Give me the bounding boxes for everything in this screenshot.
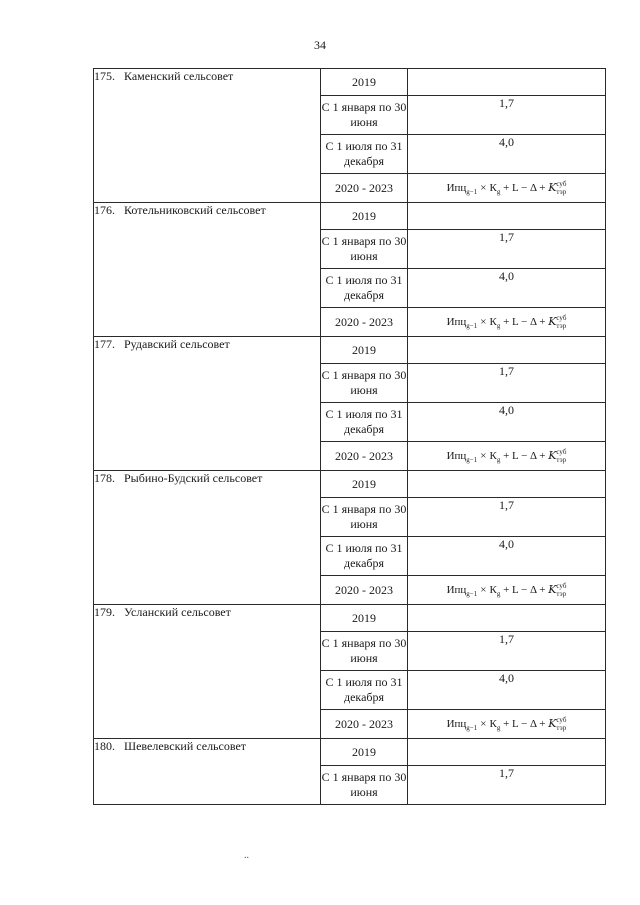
table-row <box>94 739 606 766</box>
tariff-table <box>93 68 606 805</box>
table-row <box>94 69 606 96</box>
row-number: 178. <box>94 471 115 485</box>
row-number: 180. <box>94 739 115 753</box>
formula-times: × <box>480 449 487 462</box>
formula-tail: + L − Δ + <box>500 583 549 596</box>
value-first-half: 1,7 <box>408 96 606 135</box>
formula-kt-subscript: тэр <box>556 724 567 733</box>
municipality-name: Рыбино-Будский сельсовет <box>124 471 263 485</box>
row-number: 177. <box>94 337 115 351</box>
table-row <box>94 337 606 364</box>
page-number: 34 <box>314 38 326 52</box>
period-first-half: С 1 января по 30 июня <box>321 96 408 135</box>
municipality-name: Котельниковский сельсовет <box>124 203 266 217</box>
period-range-cell: 2020 - 2023 <box>321 308 408 337</box>
formula-cell <box>408 174 606 203</box>
value-second-half: 4,0 <box>408 537 606 576</box>
formula-kt-superscript: суб <box>556 716 567 725</box>
tariff-formula <box>446 314 567 331</box>
municipality-cell <box>94 739 321 805</box>
table-row <box>94 203 606 230</box>
tariff-formula <box>446 448 567 465</box>
formula-k: К <box>489 315 497 328</box>
year-cell: 2019 <box>321 203 408 230</box>
formula-kt: K <box>548 180 557 194</box>
value-second-half: 4,0 <box>408 135 606 174</box>
value-first-half: 1,7 <box>408 632 606 671</box>
formula-kt-subscript: тэр <box>556 456 567 465</box>
formula-times: × <box>480 181 487 194</box>
municipality-cell <box>94 337 321 471</box>
period-first-half: С 1 января по 30 июня <box>321 364 408 403</box>
period-second-half: С 1 июля по 31 декабря <box>321 537 408 576</box>
formula-kt-indices <box>556 582 566 598</box>
formula-kt-indices <box>556 180 566 196</box>
formula-k: К <box>489 449 497 462</box>
formula-kt-superscript: суб <box>556 314 567 323</box>
formula-k: К <box>489 717 497 730</box>
formula-tail: + L − Δ + <box>500 449 549 462</box>
formula-cell <box>408 710 606 739</box>
formula-kt: K <box>548 448 557 462</box>
formula-kt-superscript: суб <box>556 582 567 591</box>
year-cell: 2019 <box>321 739 408 766</box>
tariff-formula <box>446 582 567 599</box>
formula-times: × <box>480 717 487 730</box>
formula-prefix-subscript: g−1 <box>466 187 478 196</box>
year-cell: 2019 <box>321 337 408 364</box>
period-range-cell: 2020 - 2023 <box>321 576 408 605</box>
empty-value-cell <box>408 69 606 96</box>
formula-prefix-subscript: g−1 <box>466 321 478 330</box>
tariff-formula <box>446 180 567 197</box>
municipality-cell <box>94 69 321 203</box>
formula-prefix-subscript: g−1 <box>466 455 478 464</box>
value-second-half: 4,0 <box>408 671 606 710</box>
formula-prefix: Ипц <box>446 583 467 596</box>
row-number: 179. <box>94 605 115 619</box>
empty-value-cell <box>408 337 606 364</box>
municipality-name: Шевелевский сельсовет <box>124 739 247 753</box>
period-second-half: С 1 июля по 31 декабря <box>321 135 408 174</box>
formula-kt-indices <box>556 314 566 330</box>
formula-k-subscript: g <box>496 321 501 330</box>
tariff-table-body <box>94 69 606 805</box>
formula-kt: K <box>548 582 557 596</box>
value-first-half: 1,7 <box>408 230 606 269</box>
value-second-half: 4,0 <box>408 403 606 442</box>
period-second-half: С 1 июля по 31 декабря <box>321 671 408 710</box>
empty-value-cell <box>408 471 606 498</box>
formula-k: К <box>489 583 497 596</box>
municipality-name: Каменский сельсовет <box>124 69 234 83</box>
formula-kt: K <box>548 314 557 328</box>
formula-cell <box>408 308 606 337</box>
value-first-half: 1,7 <box>408 498 606 537</box>
period-range-cell: 2020 - 2023 <box>321 174 408 203</box>
municipality-name: Рудавский сельсовет <box>124 337 230 351</box>
formula-kt-superscript: суб <box>556 448 567 457</box>
formula-k-subscript: g <box>496 723 501 732</box>
formula-tail: + L − Δ + <box>500 315 549 328</box>
formula-times: × <box>480 583 487 596</box>
period-second-half: С 1 июля по 31 декабря <box>321 269 408 308</box>
period-first-half: С 1 января по 30 июня <box>321 230 408 269</box>
empty-value-cell <box>408 203 606 230</box>
row-number: 175. <box>94 69 115 83</box>
period-range-cell: 2020 - 2023 <box>321 710 408 739</box>
municipality-name: Усланский сельсовет <box>124 605 231 619</box>
formula-prefix: Ипц <box>446 449 467 462</box>
formula-kt-indices <box>556 716 566 732</box>
year-cell: 2019 <box>321 69 408 96</box>
formula-cell <box>408 576 606 605</box>
formula-kt-subscript: тэр <box>556 188 567 197</box>
formula-kt-subscript: тэр <box>556 590 567 599</box>
formula-k-subscript: g <box>496 455 501 464</box>
table-row <box>94 471 606 498</box>
value-second-half: 4,0 <box>408 269 606 308</box>
formula-k-subscript: g <box>496 589 501 598</box>
formula-cell <box>408 442 606 471</box>
formula-prefix: Ипц <box>446 315 467 328</box>
empty-value-cell <box>408 605 606 632</box>
period-range-cell: 2020 - 2023 <box>321 442 408 471</box>
formula-tail: + L − Δ + <box>500 181 549 194</box>
year-cell: 2019 <box>321 605 408 632</box>
formula-kt: K <box>548 716 557 730</box>
formula-k-subscript: g <box>496 187 501 196</box>
formula-prefix: Ипц <box>446 717 467 730</box>
municipality-cell <box>94 471 321 605</box>
value-first-half: 1,7 <box>408 364 606 403</box>
empty-value-cell <box>408 739 606 766</box>
formula-tail: + L − Δ + <box>500 717 549 730</box>
municipality-cell <box>94 203 321 337</box>
formula-kt-indices <box>556 448 566 464</box>
period-first-half: С 1 января по 30 июня <box>321 766 408 805</box>
row-number: 176. <box>94 203 115 217</box>
bottom-mark: .. <box>244 850 249 861</box>
period-first-half: С 1 января по 30 июня <box>321 498 408 537</box>
value-first-half: 1,7 <box>408 766 606 805</box>
table-row <box>94 605 606 632</box>
formula-prefix-subscript: g−1 <box>466 723 478 732</box>
formula-kt-subscript: тэр <box>556 322 567 331</box>
formula-prefix: Ипц <box>446 181 467 194</box>
formula-prefix-subscript: g−1 <box>466 589 478 598</box>
formula-k: К <box>489 181 497 194</box>
formula-kt-superscript: суб <box>556 180 567 189</box>
formula-times: × <box>480 315 487 328</box>
period-first-half: С 1 января по 30 июня <box>321 632 408 671</box>
year-cell: 2019 <box>321 471 408 498</box>
municipality-cell <box>94 605 321 739</box>
period-second-half: С 1 июля по 31 декабря <box>321 403 408 442</box>
tariff-formula <box>446 716 567 733</box>
